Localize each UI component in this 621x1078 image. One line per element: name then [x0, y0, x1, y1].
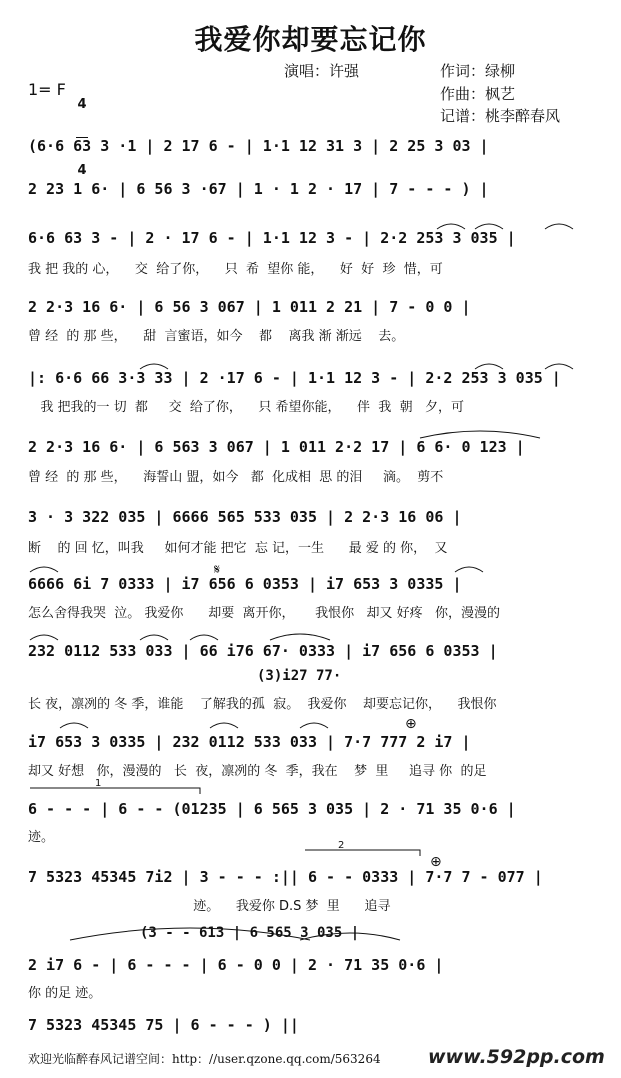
singer-credit: 演唱：许强 [284, 62, 360, 80]
tie [420, 431, 540, 438]
time-signature-bottom: 4 [77, 163, 87, 178]
slur [60, 723, 88, 728]
notation-line: 3 · 3 322 035 | 6666 565 533 035 | 2 2·3 16 06 | [28, 508, 462, 526]
notation-line: 2 2·3 16 6· | 6 563 3 067 | 1 011 2·2 17 | 6 6· 0 123 | [28, 438, 525, 456]
coda-mark: ⊕ [405, 716, 417, 732]
lyric-line: 却又 好想 你，漫漫的 长 夜，凛冽的 冬 季，我在 梦 里 追寻 你 的足 [28, 764, 487, 779]
lyric-line: 你 的足 迹。 [28, 986, 102, 1001]
notation-line: (6·6 63 3 ·1 | 2 17 6 - | 1·1 12 31 3 | 2 25 3 03 | [28, 137, 489, 155]
lyric-line: 曾 经 的 那 些， 海誓山 盟，如今 都 化成相 思 的泪 滴。 剪不 [28, 470, 444, 485]
notation-line: 2 i7 6 - | 6 - - - | 6 - 0 0 | 2 · 71 35 0·6 | [28, 956, 444, 974]
footer-credit: 欢迎光临醉春风记谱空间：http：//user.qzone.qq.com/563264 [28, 1052, 381, 1066]
slur [210, 723, 238, 728]
site-watermark: www.592pp.com [428, 1046, 605, 1068]
segno-mark: 𝄋 [214, 562, 221, 578]
lyric-line: 迹。 我爱你 D.S 梦 里 追寻 [28, 899, 391, 914]
notation-line: 6 - - - | 6 - - (01235 | 6 565 3 035 | 2 · 71 35 0·6 | [28, 800, 516, 818]
slur [455, 567, 483, 572]
tie [270, 634, 330, 640]
notation-line: i7 653 3 0335 | 232 0112 533 033 | 7·7 777 2 i7 | [28, 733, 471, 751]
lyric-line: 怎么舍得我哭 泣。 我爱你 却要 离开你， 我恨你 却又 好疼 你，漫漫的 [28, 606, 501, 621]
lyricist-credit: 作词：绿柳 [440, 62, 516, 80]
lyric-line: 迹。 [28, 830, 55, 845]
notation-line: 6666 6i 7 0333 | i7 656 6 0353 | i7 653 3 0335 | [28, 575, 462, 593]
variant-note-line: (3)i27 77· [257, 668, 342, 684]
second-ending-number: 2 [338, 840, 345, 851]
slur [140, 635, 168, 640]
cue-note-line: (3 - - 613 | 6 565 3 035 | [140, 925, 360, 941]
lyric-line: 曾 经 的 那 些， 甜 言蜜语，如今 都 离我 渐 渐远 去。 [28, 329, 405, 344]
lyric-line: 长 夜，凛冽的 冬 季，谁能 了解我的孤 寂。 我爱你 却要忘记你， 我恨你 [28, 697, 497, 712]
first-ending-bracket [30, 788, 200, 794]
slur [190, 635, 218, 640]
first-ending-number: 1 [95, 778, 102, 789]
key-signature: 1= F [28, 80, 66, 99]
notation-line: |: 6·6 66 3·3 33 | 2 ·17 6 - | 1·1 12 3 - | 2·2 253 3 035 | [28, 369, 561, 387]
coda-mark: ⊕ [430, 854, 442, 870]
notation-line: 2 2·3 16 6· | 6 56 3 067 | 1 011 2 21 | 7 - 0 0 | [28, 298, 471, 316]
time-signature-top: 4 [77, 97, 87, 112]
slur [300, 723, 328, 728]
lyric-line: 断 的 回 忆，叫我 如何才能 把它 忘 记，一生 最 爱 的 你， 又 [28, 541, 448, 556]
composer-credit: 作曲：枫艺 [440, 85, 516, 103]
notation-line: 232 0112 533 033 | 66 i76 67· 0333 | i7 656 6 0353 | [28, 642, 498, 660]
second-ending-bracket [305, 850, 420, 856]
lyric-line: 我 把我的一 切 都 交 给了你， 只 希望你能， 伴 我 朝 夕，可 [28, 400, 464, 415]
slur [545, 224, 573, 229]
slur [30, 635, 58, 640]
slur [30, 567, 58, 572]
transcriber-credit: 记谱：桃李醉春风 [440, 107, 561, 125]
notation-line: 6·6 63 3 - | 2 · 17 6 - | 1·1 12 3 - | 2·2 253 3 035 | [28, 229, 516, 247]
song-title: 我爱你却要忘记你 [194, 23, 427, 56]
time-signature [76, 72, 88, 190]
notation-line: 2 23 1 6· | 6 56 3 ·67 | 1 · 1 2 · 17 | 7 - - - ) | [28, 180, 489, 198]
notation-line: 7 5323 45345 7i2 | 3 - - - :|| 6 - - 0333 | 7·7 7 - 077 | [28, 868, 543, 886]
notation-line: 7 5323 45345 75 | 6 - - - ) || [28, 1016, 299, 1034]
lyric-line: 我 把 我的 心， 交 给了你， 只 希 望你 能， 好 好 珍 惜，可 [28, 262, 443, 277]
